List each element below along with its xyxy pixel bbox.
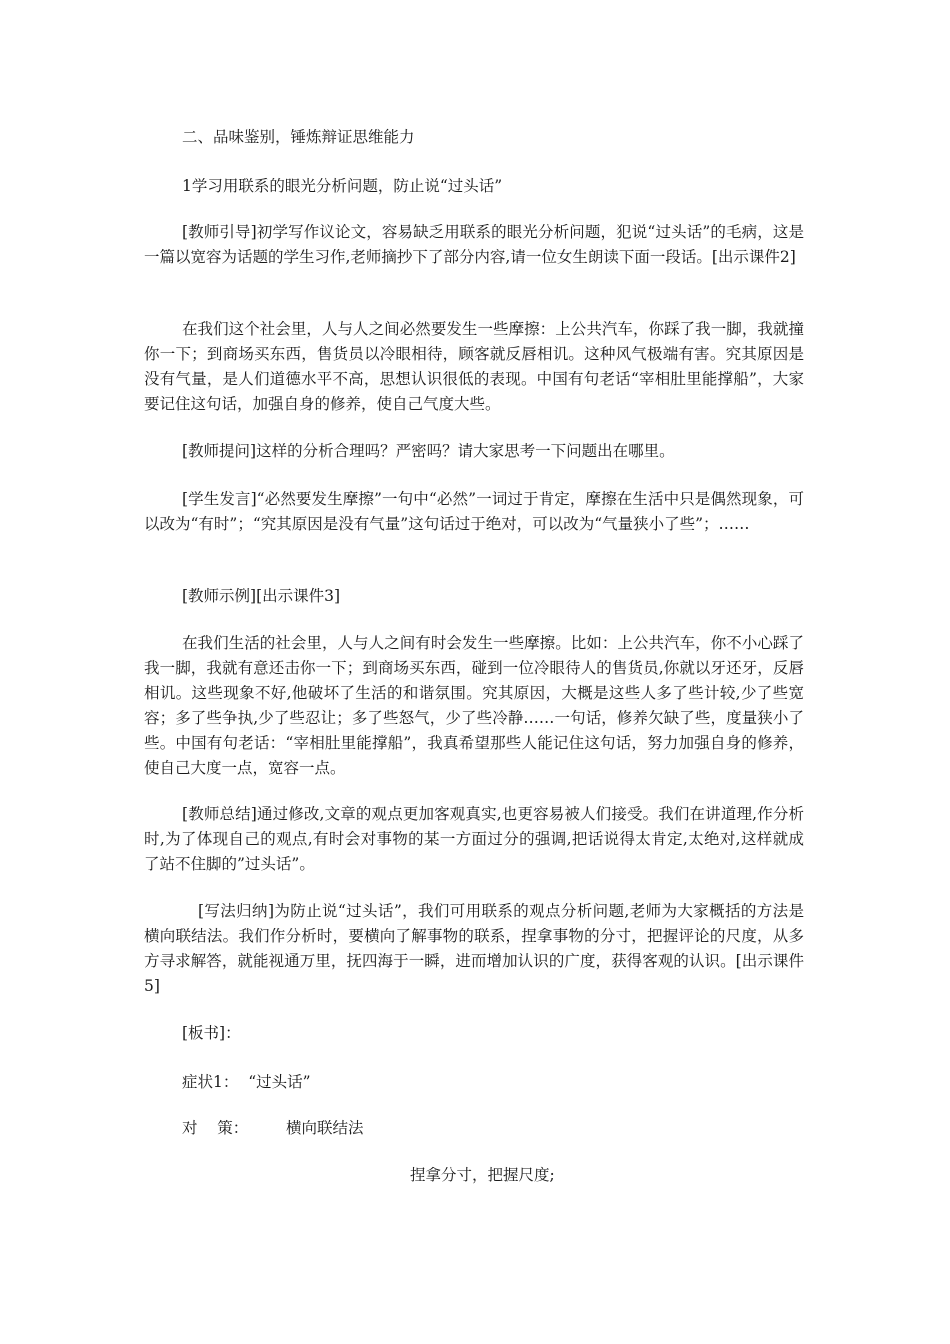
strategy-label: 对 策： [182, 1119, 249, 1137]
student-answer-paragraph: [学生发言]“必然要发生摩擦”一句中“必然”一词过于肯定，摩擦在生活中只是偶然现象，可以改为“有时”；“究其原因是没有气量”这句话过于绝对，可以改为“气量狭小了些”；…… [144, 490, 804, 533]
revised-essay-paragraph: 在我们生活的社会里，人与人之间有时会发生一些摩擦。比如：上公共汽车，你不小心踩了我一脚，我就有意还击你一下；到商场买东西，碰到一位冷眼待人的售货员,你就以牙还牙，反唇相讥。这些现象不好,他破坏了生活的和谐氛围。究其原因，大概是这些人多了些计较,少了些宽容；多了些争执,少了些忍让；多了些怒气，少了些冷静……一句话，修养欠缺了些，度量狭小了些。中国有句老话：“宰相肚里能撑船”，我真希望那些人能记住这句话，努力加强自身的修养，使自己大度一点，宽容一点。 [144, 634, 804, 777]
symptom-line: 症状1： “过头话” [182, 1073, 311, 1091]
board-label: [板书]： [182, 1024, 241, 1042]
section-heading: 二、品味鉴别，锤炼辩证思维能力 [182, 128, 415, 146]
teacher-guide-paragraph: [教师引导]初学写作议论文，容易缺乏用联系的眼光分析问题，犯说“过头话”的毛病，这是一篇以宽容为话题的学生习作,老师摘抄下了部分内容,请一位女生朗读下面一段话。[出示课件2] [144, 223, 804, 266]
teacher-example-line: [教师示例][出示课件3] [182, 587, 341, 605]
writing-summary-paragraph: [写法归纳]为防止说“过头话”，我们可用联系的观点分析问题,老师为大家概括的方法是横向联结法。我们作分析时，要横向了解事物的联系，捏拿事物的分寸，把握评论的尺度，从多方寻求解答，就能视通万里，抚四海于一瞬，进而增加认识的广度，获得客观的认识。[出示课件5] [144, 902, 804, 995]
student-essay-paragraph: 在我们这个社会里，人与人之间必然要发生一些摩擦：上公共汽车，你踩了我一脚，我就撞你一下；到商场买东西，售货员以冷眼相待，顾客就反唇相讥。这种风气极端有害。究其原因是没有气量，是人们道德水平不高，思想认识很低的表现。中国有句老话“宰相肚里能撑船”，大家要记住这句话，加强自身的修养，使自己气度大些。 [144, 320, 804, 413]
teacher-question-paragraph: [教师提问]这样的分析合理吗？严密吗？请大家思考一下问题出在哪里。 [182, 442, 675, 460]
teacher-summary-paragraph: [教师总结]通过修改,文章的观点更加客观真实,也更容易被人们接受。我们在讲道理,作分析时,为了体现自己的观点,有时会对事物的某一方面过分的强调,把话说得太肯定,太绝对,这样就成了站不住脚的”过头话”。 [144, 805, 804, 873]
subheading: 1学习用联系的眼光分析问题，防止说“过头话” [182, 177, 503, 195]
method-detail-line: 捏拿分寸，把握尺度; [410, 1166, 555, 1184]
strategy-value: 横向联结法 [286, 1119, 364, 1137]
